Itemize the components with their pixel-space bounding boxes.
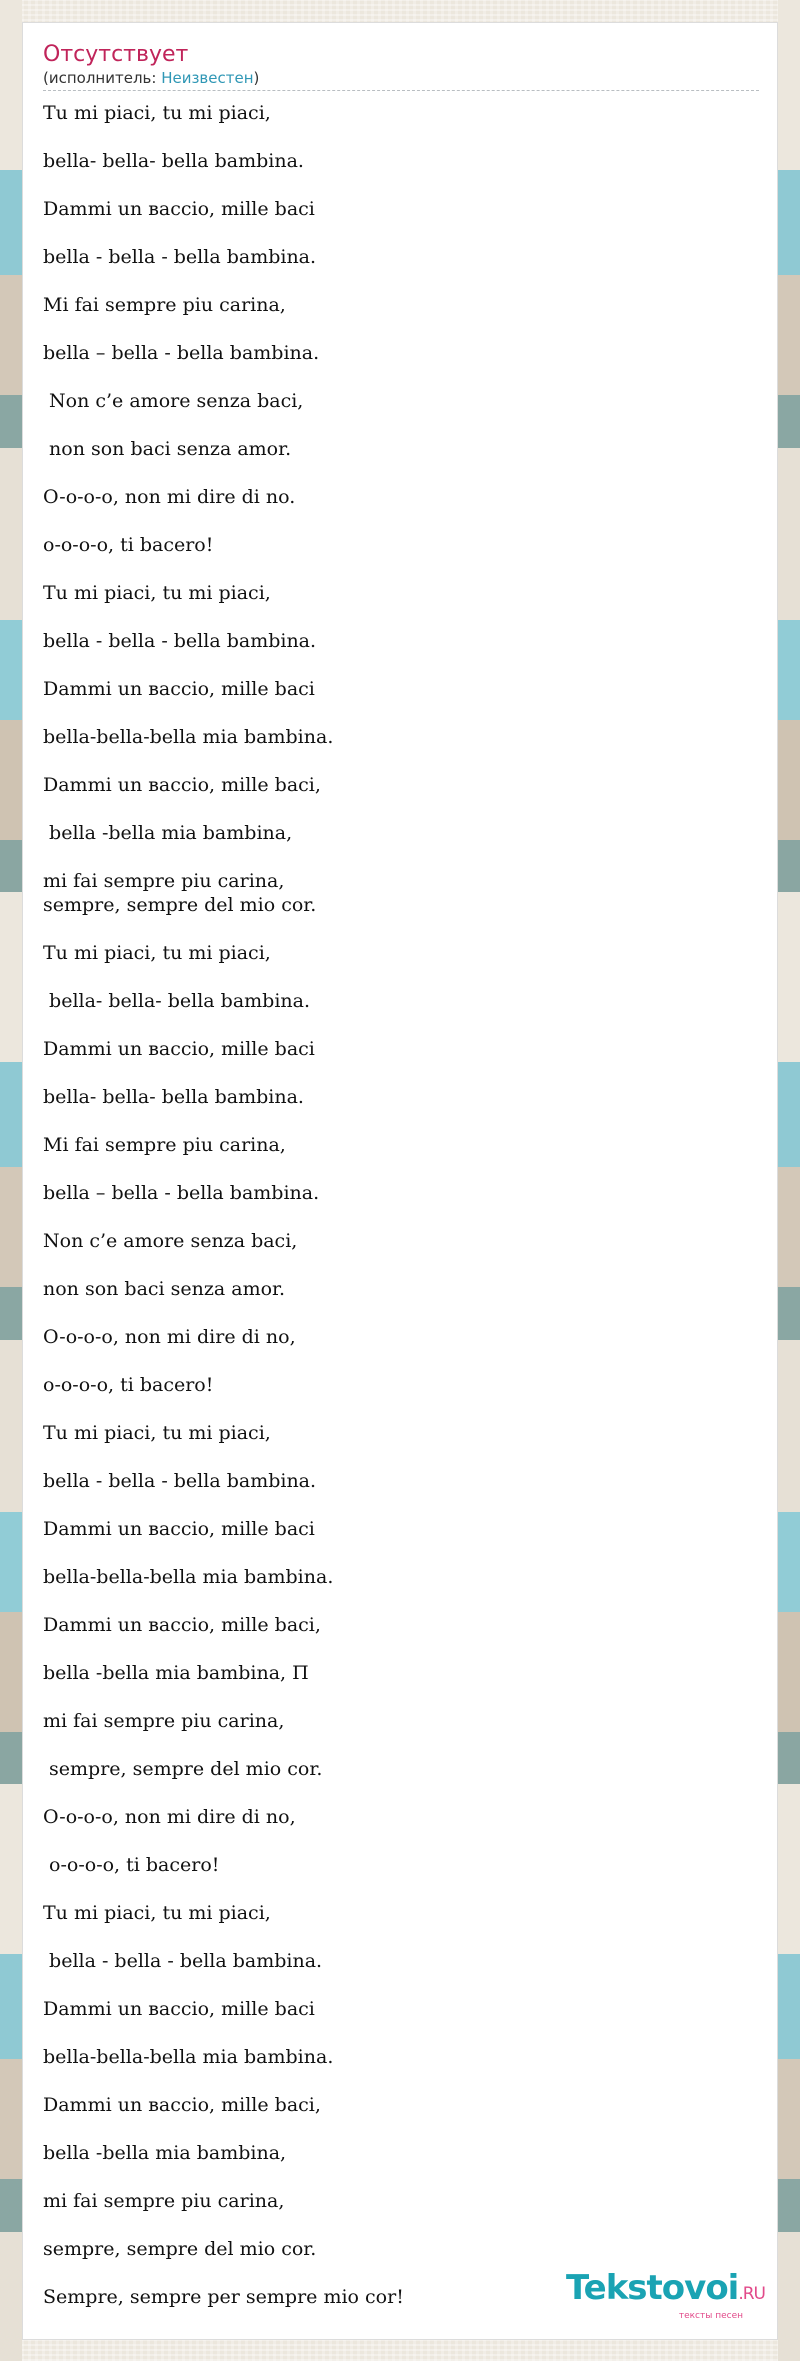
lyric-line: bella-bella-bella mia bambina. xyxy=(43,726,334,748)
lyric-line: mi fai sempre piu carina, xyxy=(43,1710,285,1732)
lyric-line: mi fai sempre piu carina, xyxy=(43,2190,285,2212)
lyric-line: o-o-o-o, ti bacero! xyxy=(43,1854,220,1876)
lyric-line: bella- bella- bella bambina. xyxy=(43,150,304,172)
artist-link[interactable]: Неизвестен xyxy=(161,69,254,87)
lyric-line: Non c’e amore senza baci, xyxy=(43,390,304,412)
left-decorative-stripes xyxy=(0,0,22,2361)
lyric-line: bella - bella - bella bambina. xyxy=(43,246,317,268)
lyric-line: Dammi un вaccio, mille baci xyxy=(43,1998,315,2020)
song-title: Отсутствует xyxy=(43,42,189,67)
lyric-line: mi fai sempre piu carina, xyxy=(43,870,285,892)
lyric-line: Mi fai sempre piu carina, xyxy=(43,1134,286,1156)
lyric-line: Non c’e amore senza baci, xyxy=(43,1230,298,1252)
lyrics-card xyxy=(22,22,778,2340)
logo-name: Tekstovoi xyxy=(565,2268,739,2308)
song-header xyxy=(43,41,759,91)
artist-prefix: (исполнитель: xyxy=(43,69,162,87)
lyric-line: bella-bella-bella mia bambina. xyxy=(43,1566,334,1588)
lyric-line: sempre, sempre del mio cor. xyxy=(43,2238,317,2260)
lyric-line: O-o-o-o, non mi dire di no, xyxy=(43,1326,296,1348)
site-logo[interactable] xyxy=(565,2268,765,2321)
lyric-line: sempre, sempre del mio cor. xyxy=(43,894,317,916)
lyric-line: Sempre, sempre per sempre mio cor! xyxy=(43,2286,404,2308)
lyric-line: bella - bella - bella bambina. xyxy=(43,1950,323,1972)
lyric-line: bella- bella- bella bambina. xyxy=(43,990,311,1012)
lyric-line: Tu mi piaci, tu mi piaci, xyxy=(43,582,271,604)
lyric-line: bella-bella-bella mia bambina. xyxy=(43,2046,334,2068)
lyric-line: Dammi un вaccio, mille baci, xyxy=(43,774,321,796)
lyric-line: bella – bella - bella bambina. xyxy=(43,342,320,364)
lyric-line: bella- bella- bella bambina. xyxy=(43,1086,304,1108)
lyric-line: o-o-o-o, ti bacero! xyxy=(43,534,214,556)
lyric-line: bella -bella mia bambina, xyxy=(43,2142,287,2164)
artist-line xyxy=(43,69,759,88)
lyric-line: bella -bella mia bambina, П xyxy=(43,1662,309,1684)
lyric-line: bella – bella - bella bambina. xyxy=(43,1182,320,1204)
lyric-line: non son baci senza amor. xyxy=(43,1278,286,1300)
lyric-line: Tu mi piaci, tu mi piaci, xyxy=(43,942,271,964)
lyric-line: sempre, sempre del mio cor. xyxy=(43,1758,323,1780)
lyric-line: Tu mi piaci, tu mi piaci, xyxy=(43,1902,271,1924)
lyric-line: Dammi un вaccio, mille baci xyxy=(43,1518,315,1540)
lyrics-text xyxy=(43,101,743,2333)
right-decorative-stripes xyxy=(778,0,800,2361)
lyric-line: bella -bella mia bambina, xyxy=(43,822,293,844)
lyric-line: O-o-o-o, non mi dire di no. xyxy=(43,486,296,508)
lyric-line: Dammi un вaccio, mille baci, xyxy=(43,1614,321,1636)
lyric-line: non son baci senza amor. xyxy=(43,438,292,460)
lyric-line: bella - bella - bella bambina. xyxy=(43,630,317,652)
lyric-line: Tu mi piaci, tu mi piaci, xyxy=(43,1422,271,1444)
logo-tld: .RU xyxy=(738,2284,765,2304)
lyric-line: Dammi un вaccio, mille baci xyxy=(43,1038,315,1060)
lyric-line: Dammi un вaccio, mille baci, xyxy=(43,2094,321,2116)
lyric-line: Tu mi piaci, tu mi piaci, xyxy=(43,102,271,124)
lyric-line: Dammi un вaccio, mille baci xyxy=(43,198,315,220)
logo-tagline: тексты песен xyxy=(678,2311,743,2321)
artist-suffix: ) xyxy=(253,69,260,87)
lyric-line: bella - bella - bella bambina. xyxy=(43,1470,317,1492)
lyric-line: Mi fai sempre piu carina, xyxy=(43,294,286,316)
lyric-line: Dammi un вaccio, mille baci xyxy=(43,678,315,700)
lyric-line: O-o-o-o, non mi dire di no, xyxy=(43,1806,296,1828)
lyric-line: o-o-o-o, ti bacero! xyxy=(43,1374,214,1396)
